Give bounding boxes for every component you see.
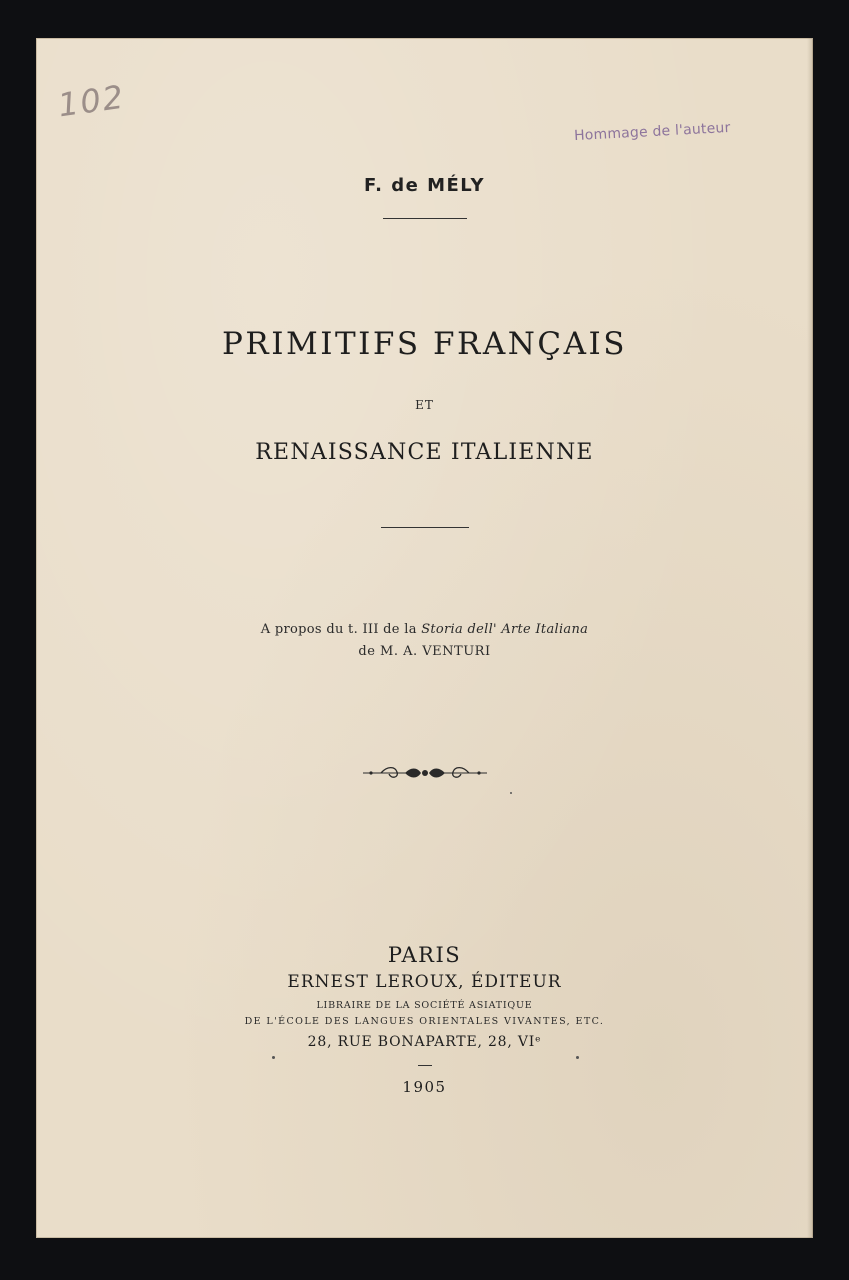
about-line-1	[36, 622, 813, 637]
subtitle: RENAISSANCE ITALIENNE	[255, 440, 594, 465]
paper-speck	[272, 1056, 275, 1059]
fleuron-ornament-icon	[361, 764, 489, 782]
imprint-year: 1905	[402, 1078, 447, 1096]
date-rule	[418, 1065, 432, 1066]
paper-speck	[510, 792, 512, 794]
about-work-title: Storia dell' Arte Italiana	[421, 622, 589, 637]
imprint-address: 28, RUE BONAPARTE, 28, VIᵉ	[307, 1034, 542, 1050]
dedication-stamp: Hommage de l'auteur	[573, 119, 731, 145]
title-conjunction: ET	[415, 398, 434, 412]
imprint-publisher: ERNEST LEROUX, ÉDITEUR	[287, 972, 562, 992]
about-line-2: de M. A. VENTURI	[358, 644, 491, 659]
about-prefix: A propos du t. III de la	[260, 622, 417, 637]
author-name: F. de MÉLY	[363, 175, 486, 196]
paper-speck	[576, 1056, 579, 1059]
main-title: PRIMITIFS FRANÇAIS	[222, 326, 627, 362]
title-rule	[381, 527, 469, 528]
title-page	[36, 38, 813, 1238]
author-rule	[383, 218, 467, 219]
handwritten-shelfmark: 102	[55, 77, 128, 125]
page-edge-shadow	[807, 38, 813, 1238]
imprint-line-1: LIBRAIRE DE LA SOCIÉTÉ ASIATIQUE	[316, 1000, 533, 1011]
imprint-city: PARIS	[387, 943, 462, 967]
imprint-line-2: DE L'ÉCOLE DES LANGUES ORIENTALES VIVANTES, ETC.	[244, 1016, 605, 1027]
